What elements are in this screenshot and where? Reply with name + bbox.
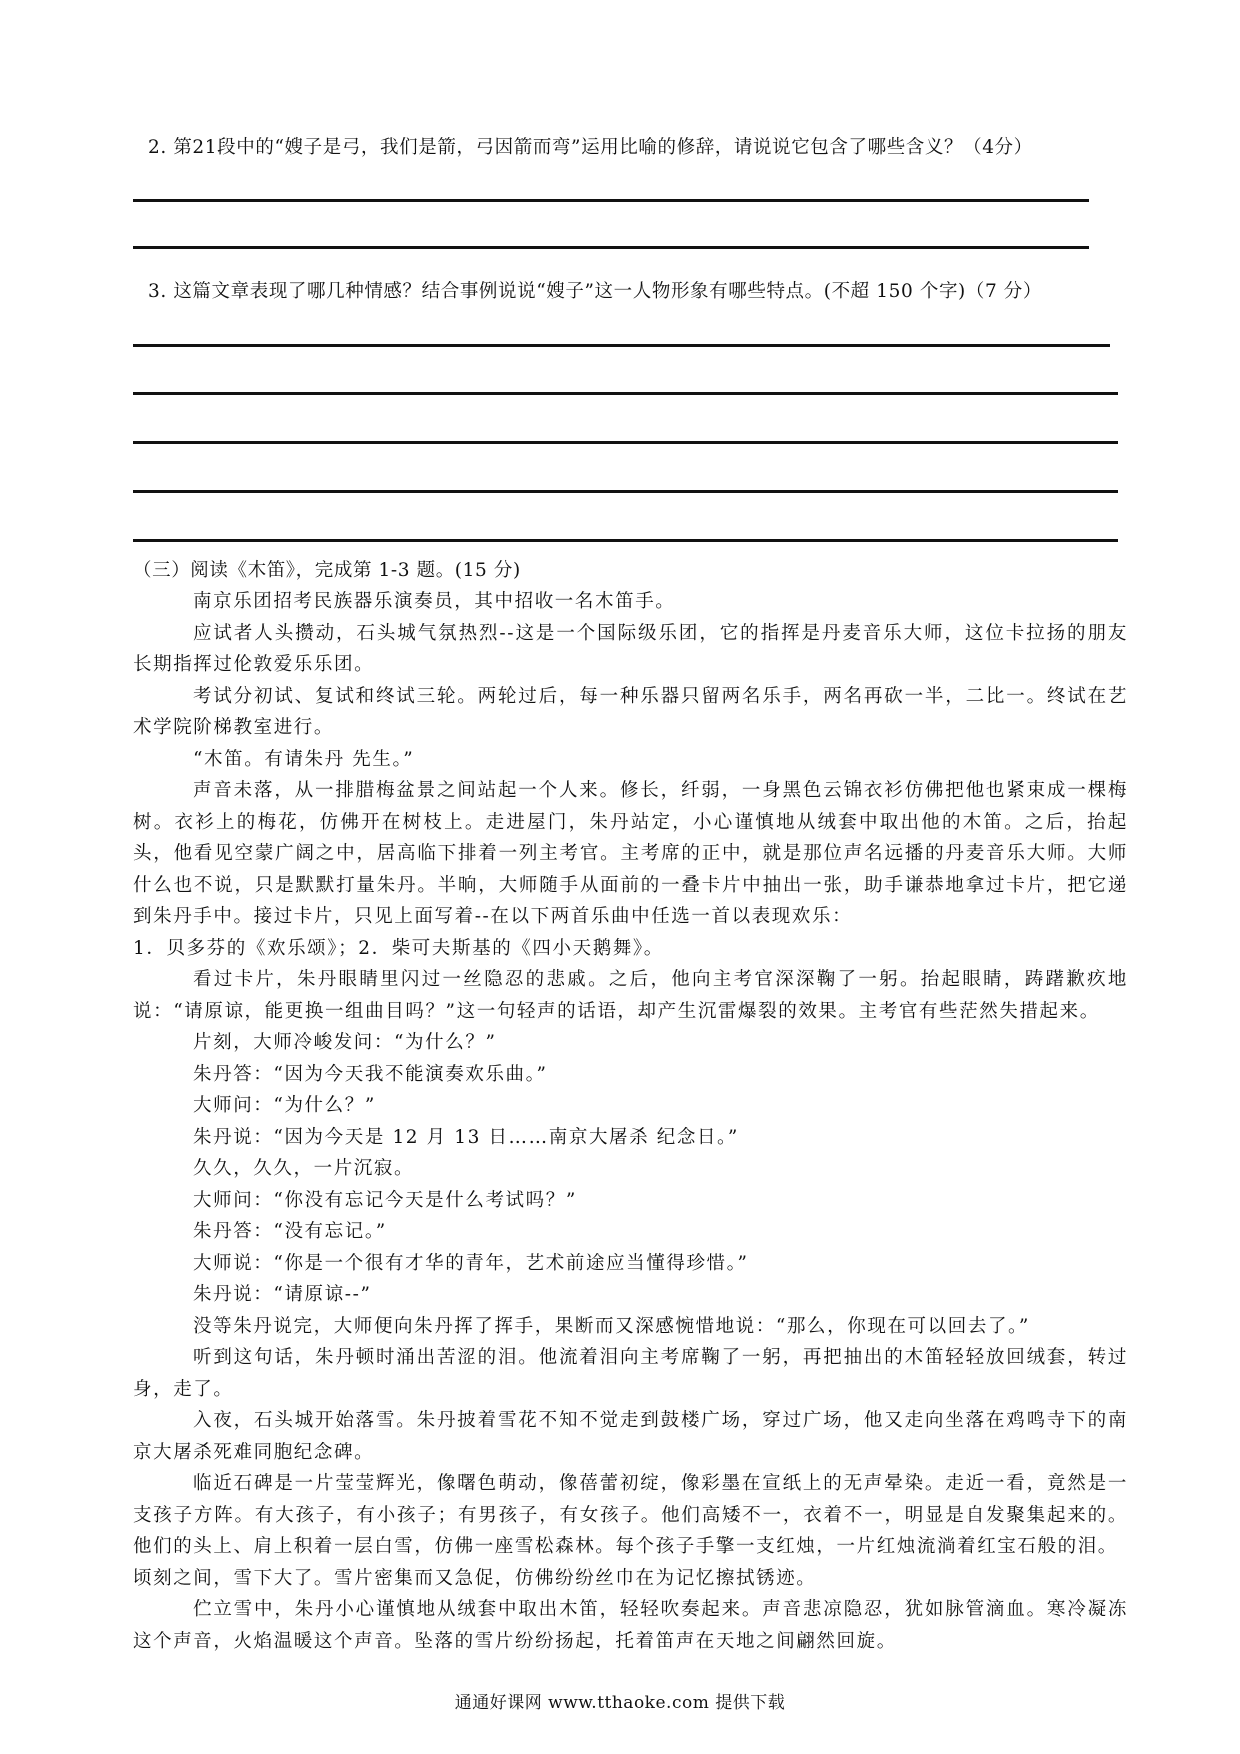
answer-line xyxy=(133,199,1089,202)
paragraph: 大师说：“你是一个很有才华的青年，艺术前途应当懂得珍惜。” xyxy=(193,1252,749,1274)
answer-line xyxy=(133,392,1118,395)
paragraph: 大师问：“你没有忘记今天是什么考试吗？” xyxy=(193,1189,577,1211)
answer-line xyxy=(133,539,1118,542)
paragraph: 临近石碑是一片莹莹辉光，像曙色萌动，像蓓蕾初绽，像彩墨在宣纸上的无声晕染。走近一看，竟然是一支孩子方阵。有大孩子，有小孩子；有男孩子，有女孩子。他们高矮不一，衣着不一，明显是自发聚集起来的。他们的头上、肩上积着一层白雪，仿佛一座雪松森林。每个孩子手擎一支红烛，一片红烛流淌着红宝石般的泪。 xyxy=(133,1473,1128,1557)
paragraph: 大师问：“为什么？” xyxy=(193,1095,376,1116)
answer-line xyxy=(133,441,1118,444)
paragraph: 伫立雪中，朱丹小心谨慎地从绒套中取出木笛，轻轻吹奏起来。声音悲凉隐忍，犹如脉管滴血。寒冷凝冻这个声音，火焰温暖这个声音。坠落的雪片纷纷扬起，托着笛声在天地之间翩然回旋。 xyxy=(133,1599,1128,1652)
paragraph: 朱丹说：“请原谅--” xyxy=(193,1284,372,1305)
answer-line xyxy=(133,344,1110,347)
paragraph: 朱丹答：“因为今天我不能演奏欢乐曲。” xyxy=(193,1063,548,1085)
paragraph: “木笛。有请朱丹 先生。” xyxy=(193,748,415,770)
paragraph: 顷刻之间，雪下大了。雪片密集而又急促，仿佛纷纷丝巾在为记忆擦拭锈迹。 xyxy=(133,1567,817,1589)
paragraph: 没等朱丹说完，大师便向朱丹挥了挥手，果断而又深感惋惜地说：“那么，你现在可以回去了。” xyxy=(193,1315,1030,1337)
paragraph: 声音未落，从一排腊梅盆景之间站起一个人来。修长，纤弱，一身黑色云锦衣衫仿佛把他也紧束成一棵梅树。衣衫上的梅花，仿佛开在树枝上。走进屋门，朱丹站定，小心谨慎地从绒套中取出他的木笛。之后，抬起头，他看见空蒙广阔之中，居高临下排着一列主考官。主考席的正中，就是那位声名远播的丹麦音乐大师。大师什么也不说，只是默默打量朱丹。半晌，大师随手从面前的一叠卡片中抽出一张，助手谦恭地拿过卡片，把它递到朱丹手中。接过卡片，只见上面写着--在以下两首乐曲中任选一首以表现欢乐： xyxy=(133,780,1128,927)
page-footer: 通通好课网 www.tthaoke.com 提供下载 xyxy=(454,1693,786,1713)
paragraph: 考试分初试、复试和终试三轮。两轮过后，每一种乐器只留两名乐手，两名再砍一半，二比一。终试在艺术学院阶梯教室进行。 xyxy=(133,685,1128,738)
question-2: 2. 第21段中的“嫂子是弓，我们是箭，弓因箭而弯”运用比喻的修辞，请说说它包含了哪些含义？（4分） xyxy=(148,137,1033,158)
question-3: 3. 这篇文章表现了哪几种情感？结合事例说说“嫂子”这一人物形象有哪些特点。(不超 150 个字)（7 分） xyxy=(148,281,1043,302)
section-title: （三）阅读《木笛》，完成第 1-3 题。(15 分) xyxy=(133,560,521,581)
paragraph: 久久，久久，一片沉寂。 xyxy=(193,1158,415,1179)
paragraph: 看过卡片，朱丹眼睛里闪过一丝隐忍的悲戚。之后，他向主考官深深鞠了一躬。抬起眼睛，踌躇歉疚地说：“请原谅，能更换一组曲目吗？”这一句轻声的话语，却产生沉雷爆裂的效果。主考官有些茫然失措起来。 xyxy=(133,969,1128,1022)
paragraph: 朱丹答：“没有忘记。” xyxy=(193,1221,387,1242)
paragraph: 听到这句话，朱丹顿时涌出苦涩的泪。他流着泪向主考席鞠了一躬，再把抽出的木笛轻轻放回绒套，转过身，走了。 xyxy=(133,1347,1128,1400)
paragraph: 应试者人头攒动，石头城气氛热烈--这是一个国际级乐团，它的指挥是丹麦音乐大师，这位卡拉扬的朋友长期指挥过伦敦爱乐乐团。 xyxy=(133,622,1128,675)
paragraph: 朱丹说：“因为今天是 12 月 13 日……南京大屠杀 纪念日。” xyxy=(193,1126,739,1148)
answer-line xyxy=(133,490,1118,493)
answer-line xyxy=(133,246,1089,249)
reading-section xyxy=(133,555,1128,1657)
paragraph: 片刻，大师冷峻发问：“为什么？” xyxy=(193,1032,497,1053)
paragraph: 1．贝多芬的《欢乐颂》；2．柴可夫斯基的《四小天鹅舞》。 xyxy=(133,937,664,959)
paragraph: 南京乐团招考民族器乐演奏员，其中招收一名木笛手。 xyxy=(193,591,676,612)
paragraph: 入夜，石头城开始落雪。朱丹披着雪花不知不觉走到鼓楼广场，穿过广场，他又走向坐落在鸡鸣寺下的南京大屠杀死难同胞纪念碑。 xyxy=(133,1410,1128,1463)
